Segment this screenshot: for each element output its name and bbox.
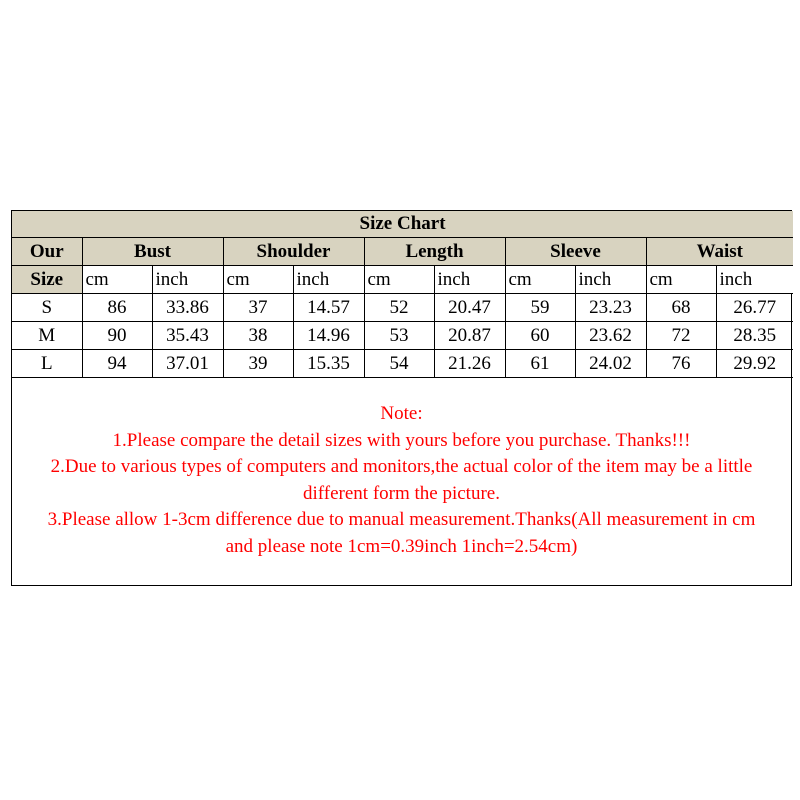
table-cell: 26.77 bbox=[716, 294, 793, 322]
table-cell: 53 bbox=[364, 322, 434, 350]
size-label: M bbox=[12, 322, 82, 350]
unit-label: inch bbox=[152, 266, 223, 294]
title-row bbox=[12, 211, 793, 238]
table-cell: 72 bbox=[646, 322, 716, 350]
table-cell: 23.62 bbox=[575, 322, 646, 350]
size-label: S bbox=[12, 294, 82, 322]
table-cell: 61 bbox=[505, 350, 575, 378]
note-line: different form the picture. bbox=[303, 482, 500, 504]
note-line: 1.Please compare the detail sizes with yours before you purchase. Thanks!!! bbox=[112, 429, 691, 451]
unit-row bbox=[12, 266, 793, 294]
size-table bbox=[12, 211, 793, 378]
table-cell: 90 bbox=[82, 322, 152, 350]
table-cell: 94 bbox=[82, 350, 152, 378]
table-cell: 23.23 bbox=[575, 294, 646, 322]
table-cell: 21.26 bbox=[434, 350, 505, 378]
unit-label: inch bbox=[575, 266, 646, 294]
unit-label: inch bbox=[434, 266, 505, 294]
size-label: L bbox=[12, 350, 82, 378]
unit-label: inch bbox=[293, 266, 364, 294]
unit-label: cm bbox=[505, 266, 575, 294]
unit-label: cm bbox=[82, 266, 152, 294]
table-cell: 14.96 bbox=[293, 322, 364, 350]
table-cell: 38 bbox=[223, 322, 293, 350]
note-heading: Note: bbox=[380, 403, 423, 424]
unit-label: cm bbox=[223, 266, 293, 294]
table-row bbox=[12, 294, 793, 322]
notes-section bbox=[12, 401, 791, 560]
table-cell: 54 bbox=[364, 350, 434, 378]
size-header-bottom: Size bbox=[12, 266, 82, 294]
size-header-top: Our bbox=[12, 238, 82, 266]
table-cell: 14.57 bbox=[293, 294, 364, 322]
table-cell: 20.87 bbox=[434, 322, 505, 350]
table-cell: 86 bbox=[82, 294, 152, 322]
column-header-length: Length bbox=[364, 238, 505, 266]
table-cell: 20.47 bbox=[434, 294, 505, 322]
chart-title: Size Chart bbox=[12, 211, 793, 238]
size-chart bbox=[11, 210, 792, 586]
table-cell: 33.86 bbox=[152, 294, 223, 322]
note-line: 2.Due to various types of computers and monitors,the actual color of the item may be a little bbox=[50, 456, 753, 477]
column-header-shoulder: Shoulder bbox=[223, 238, 364, 266]
unit-label: inch bbox=[716, 266, 793, 294]
table-cell: 15.35 bbox=[293, 350, 364, 378]
table-cell: 76 bbox=[646, 350, 716, 378]
table-cell: 60 bbox=[505, 322, 575, 350]
table-cell: 68 bbox=[646, 294, 716, 322]
table-cell: 35.43 bbox=[152, 322, 223, 350]
table-cell: 39 bbox=[223, 350, 293, 378]
header-row bbox=[12, 238, 793, 266]
table-cell: 24.02 bbox=[575, 350, 646, 378]
table-cell: 29.92 bbox=[716, 350, 793, 378]
note-line: and please note 1cm=0.39inch 1inch=2.54cm) bbox=[225, 535, 578, 557]
column-header-sleeve: Sleeve bbox=[505, 238, 646, 266]
table-cell: 59 bbox=[505, 294, 575, 322]
column-header-bust: Bust bbox=[82, 238, 223, 266]
table-row bbox=[12, 350, 793, 378]
column-header-waist: Waist bbox=[646, 238, 793, 266]
note-line: 3.Please allow 1-3cm difference due to manual measurement.Thanks(All measurement in cm bbox=[47, 509, 756, 530]
table-cell: 52 bbox=[364, 294, 434, 322]
table-cell: 37.01 bbox=[152, 350, 223, 378]
unit-label: cm bbox=[646, 266, 716, 294]
unit-label: cm bbox=[364, 266, 434, 294]
table-cell: 37 bbox=[223, 294, 293, 322]
table-row bbox=[12, 322, 793, 350]
table-cell: 28.35 bbox=[716, 322, 793, 350]
